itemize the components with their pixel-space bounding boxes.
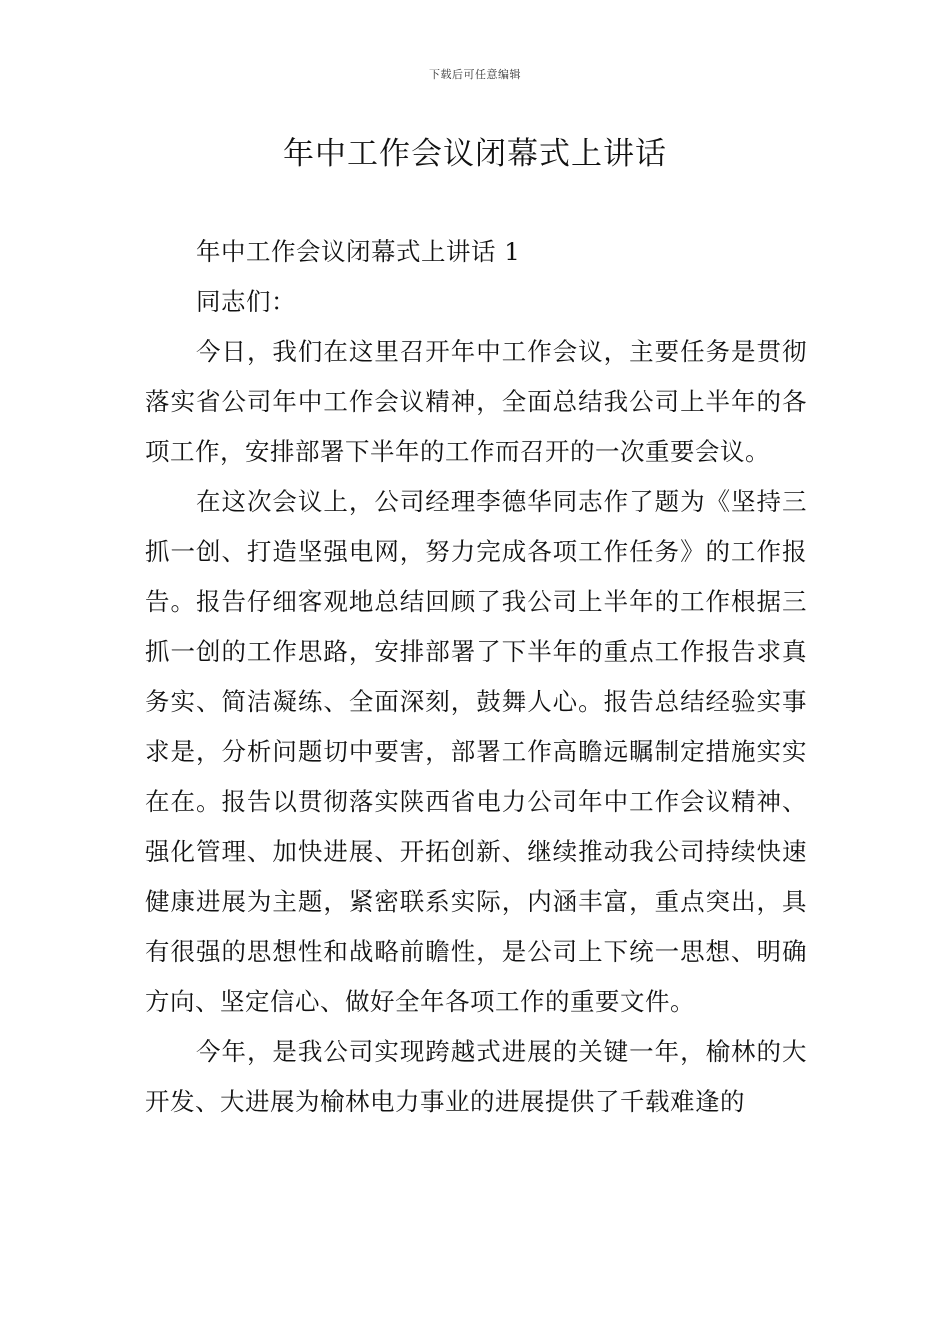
paragraph-salutation: 同志们： (196, 287, 296, 316)
paragraph-report: 在这次会议上，公司经理李德华同志作了题为《坚持三抓一创、打造坚强电网，努力完成各项工作任务》的工作报告。报告仔细客观地总结回顾了我公司上半年的工作根据三抓一创的工作思路，安排部署了下半年的重点工作报告求真务实、简洁凝练、全面深刻，鼓舞人心。报告总结经验实事求是，分析问题切中要害，部署工作高瞻远瞩制定措施实实在在。报告以贯彻落实陕西省电力公司年中工作会议精神、强化管理、加快进展、开拓创新、继续推动我公司持续快速健康进展为主题，紧密联系实际，内涵丰富，重点突出，具有很强的思想性和战略前瞻性，是公司上下统一思想、明确方向、坚定信心、做好全年各项工作的重要文件。 (145, 487, 807, 1016)
page-header-note: 下载后可任意编辑 (429, 68, 521, 81)
paragraph-this-year: 今年，是我公司实现跨越式进展的关键一年，榆林的大开发、大进展为榆林电力事业的进展提供了千载难逢的 (145, 1037, 807, 1116)
paragraph-intro: 今日，我们在这里召开年中工作会议，主要任务是贯彻落实省公司年中工作会议精神，全面总结我公司上半年的各项工作，安排部署下半年的工作而召开的一次重要会议。 (145, 337, 807, 466)
document-body (145, 227, 807, 1127)
paragraph-subtitle: 年中工作会议闭幕式上讲话 1 (196, 237, 521, 266)
document-title: 年中工作会议闭幕式上讲话 (283, 136, 667, 172)
